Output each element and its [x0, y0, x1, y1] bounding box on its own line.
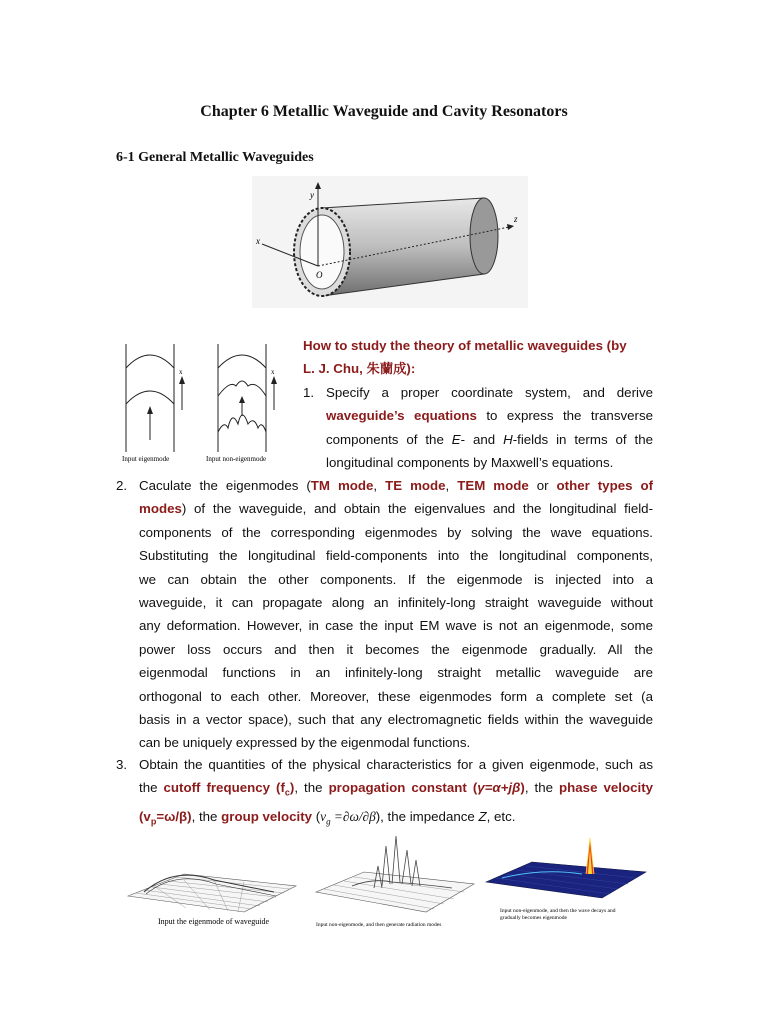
item-2-line-9: eigenmodal functions in an infinitely-long straight metallic waveguide are [139, 665, 653, 681]
vg: v [320, 809, 327, 825]
t: , the [191, 809, 222, 825]
phase-velocity-term: phase velocity [559, 780, 654, 796]
prop-formula: γ=α+jβ [477, 780, 521, 796]
item-2-line-6: waveguide, it can propagate along an infinitely-long straight waveguide without [139, 595, 653, 611]
item-2-line-2 [139, 497, 653, 520]
item-1-line-4: longitudinal components by Maxwell’s equations. [326, 455, 614, 471]
waveguide-figure [252, 176, 528, 308]
t: ), the impedance [375, 809, 479, 825]
caption-plot-1: Input the eigenmode of waveguide [158, 917, 270, 926]
vp-formula [139, 809, 192, 828]
item-1-line-3 [326, 428, 653, 451]
axis-x-label: x [256, 236, 260, 246]
impedance-symbol: Z [478, 809, 487, 825]
sep: , [445, 478, 458, 493]
eigenmode-figure [118, 340, 288, 464]
t3: -fields in terms of the [512, 431, 653, 447]
prop-label: propagation constant ( [328, 780, 478, 796]
item-3-line-2 [139, 776, 653, 805]
t: , etc. [486, 809, 516, 825]
t: ) of the waveguide, and obtain the eigenvalues and the longitudinal field- [181, 501, 653, 517]
vg-formula [320, 809, 376, 828]
t1: components of the [326, 431, 452, 447]
item-2-line-8: power loss occurs and then it becomes the eigenmode gradually. All the [139, 641, 653, 657]
axis-b-label: x [271, 368, 275, 376]
item-1-line-1: Specify a proper coordinate system, and derive [326, 385, 653, 400]
caption-input-eigenmode: Input eigenmode [122, 455, 170, 463]
sep: , [373, 478, 386, 493]
item-1-line-2 [326, 404, 653, 427]
axis-z-label: z [514, 214, 518, 224]
axis-y-label: y [310, 190, 314, 200]
origin-label: O [316, 270, 323, 280]
vp-eq: =ω/β) [156, 809, 192, 825]
caption-input-non-eigenmode: Input non-eigenmode [206, 455, 267, 463]
cutoff-sub: c [284, 788, 290, 799]
t: , the [294, 780, 329, 796]
tm-mode-term: TM mode [310, 478, 374, 493]
item-1-number: 1. [303, 385, 315, 400]
t2: - and [460, 431, 504, 447]
item-2-line-1 [139, 474, 653, 497]
h-field-symbol: H [503, 431, 513, 447]
item-2-line-12: can be uniquely expressed by the eigenmodal functions. [139, 735, 471, 751]
e-field-symbol: E [451, 431, 461, 447]
item-2-line-3: components of the corresponding eigenmodes by solving the wave equations. [139, 524, 653, 540]
tem-mode-term: TEM mode [457, 478, 529, 493]
item-1-line-2-rest: to express the transverse [476, 408, 653, 424]
group-velocity-term: group velocity [221, 809, 313, 825]
item-2-line-4: Substituting the longitudinal field-components into the longitudinal components, [139, 548, 653, 564]
paren: ) [520, 780, 525, 796]
modes-term: modes [139, 501, 182, 517]
cutoff-label: cutoff frequency (f [163, 780, 285, 796]
surface-plot-3 [482, 832, 650, 926]
how-to-study-line-1: How to study the theory of metallic waveguides (by [303, 338, 627, 353]
caption-plot-2: Input non-eigenmode, and then generate radiation modes [316, 922, 442, 928]
surface-plot-2 [312, 826, 478, 930]
other-types-term: other types of [556, 478, 654, 493]
vg-eq: =∂ω/∂β [330, 809, 376, 825]
item-2-text [139, 474, 653, 755]
section-heading: 6-1 General Metallic Waveguides [116, 150, 314, 165]
caption-plot-3-line-1: Input non-eigenmode, and then the wave decays and [500, 908, 616, 914]
item-3-line-1: Obtain the quantities of the physical characteristics for a given eigenmode, such as [139, 757, 653, 772]
item-2-line-7: any deformation. However, in case the input EM wave is not an eigenmode, some [139, 618, 653, 634]
t: the [139, 780, 164, 796]
paren: ) [289, 780, 295, 796]
item-3-number: 3. [116, 757, 128, 772]
propagation-constant-term [329, 780, 525, 795]
vg-sub: g [326, 817, 331, 828]
item-2-number: 2. [116, 478, 128, 493]
how-to-study-line-2: L. J. Chu, 朱蘭成): [303, 361, 416, 377]
surface-plot-1 [124, 836, 300, 928]
t: Caculate the eigenmodes ( [139, 478, 311, 493]
caption-plot-3-line-2: gradually becomes eigenmode [500, 915, 567, 921]
item-2-line-11: basis in a vector space), such that any electromagnetic fields within the waveguide [139, 712, 653, 728]
item-3-text [139, 753, 653, 835]
or: or [528, 478, 557, 493]
item-2-line-10: orthogonal to each other. Moreover, these eigenmodes form a complete set (a [139, 688, 653, 704]
te-mode-term: TE mode [385, 478, 446, 493]
item-2-line-5: we can obtain the other components. If the eigenmode is injected into a [139, 571, 653, 587]
t: , the [524, 780, 560, 796]
vp-sub: p [150, 817, 157, 828]
how-to-study-heading [303, 334, 653, 381]
vp: (v [139, 809, 151, 825]
waveguide-equations-term: waveguide’s equations [326, 408, 477, 424]
chapter-title: Chapter 6 Metallic Waveguide and Cavity Resonators [200, 103, 568, 120]
axis-a-label: x [179, 368, 183, 376]
item-1-text [326, 381, 653, 475]
t: ( [312, 809, 321, 825]
cutoff-frequency-term [163, 780, 295, 799]
